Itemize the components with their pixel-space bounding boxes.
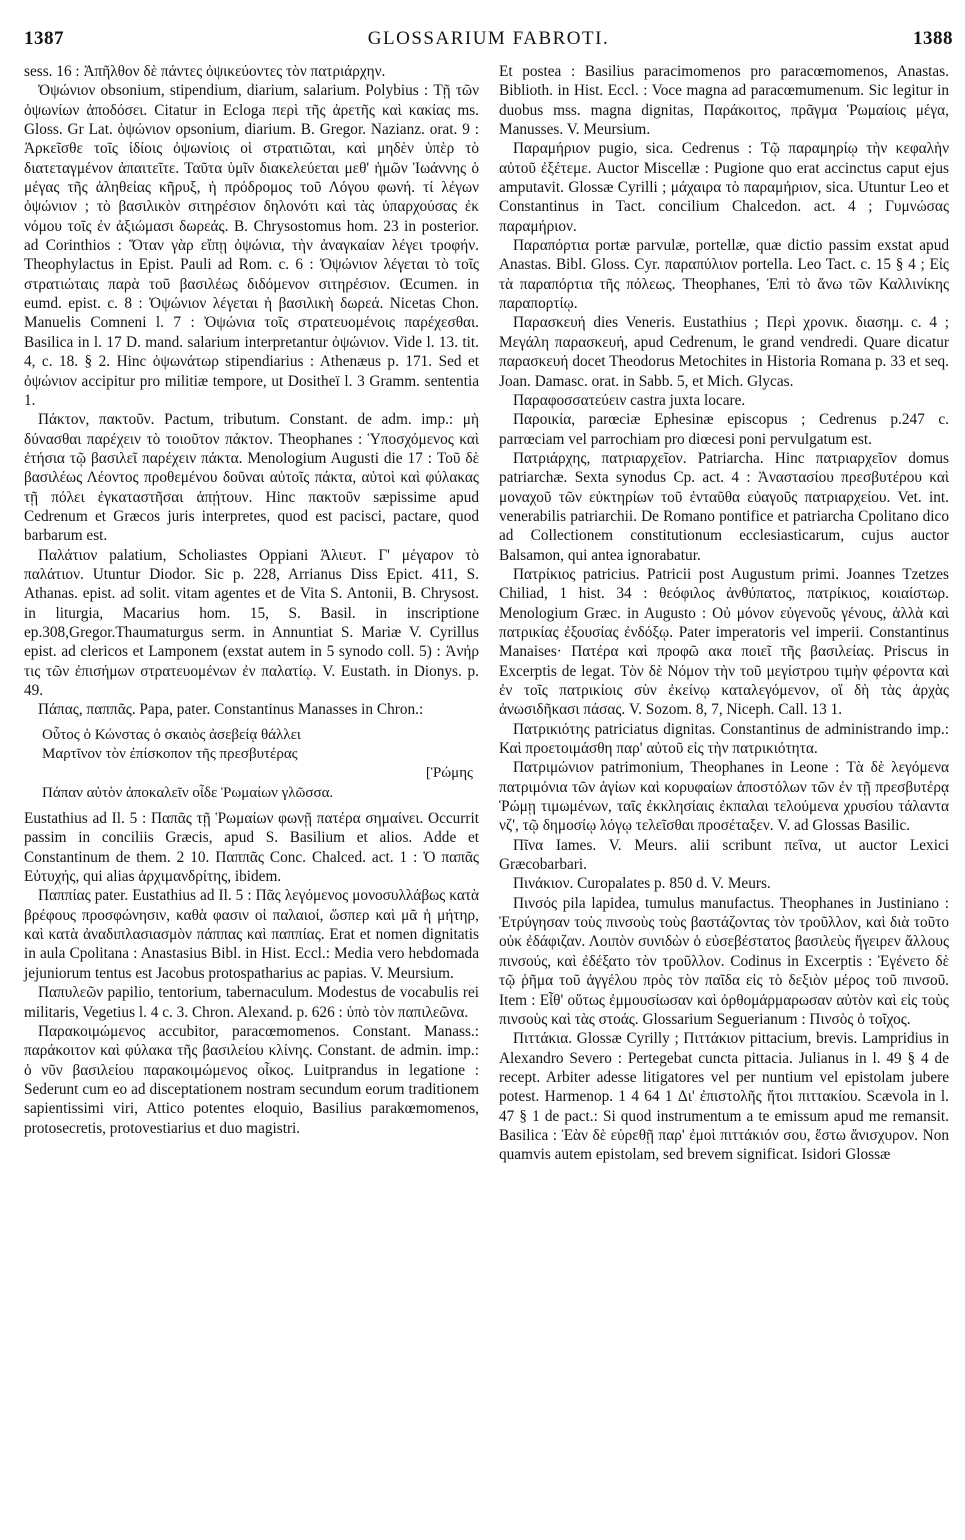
entry-paragraph: Παρασκευή dies Veneris. Eustathius ; Περὶ χρονικ. διασημ. c. 4 ; Μεγάλη παρασκευή, apud Cedrenum, le grand vendredi. Quare dicatur παρασκευή docet Theodorus Metochites in Historia Romana p. 33 et seq. Joan. Damasc. orat. in Sabb. 5, et Mich. Glycas. bbox=[499, 314, 949, 390]
entry-paragraph: Πατρίκιος patricius. Patricii post Augustum primi. Joannes Tzetzes Chiliad, 1 hist. 34 : θεόφιλος ἀνθύπατος, πατρίκιος, κοιαίστωρ. Menologium Græc. in Augusto : Οὐ μόνον εὐγενοῦς γένους, ἀλλὰ καὶ πατρικίας ἐξουσίας ἐνδόξῳ. Pater imperatoris vel imperii. Constantinus Manaises· Πατέρα καὶ προφῶ ακα ποιεῖ τῆς βασιλείας. Priscus in Excerptis de legat. Τὸν δὲ Νόμον τὴν τοῦ μεγίστρου τιμὴν φέροντα καὶ ἐν τοῖς πατρικίοις σὺν ἐκείνῳ καταλεγόμενον, οἵ δὴ τὰς ἀρχὰς ἀνωσιδῆκασι πάσας. V. Sozom. 8, 7, Niceph. Call. 13 1. bbox=[499, 565, 949, 719]
page-number-right: 1388 bbox=[913, 28, 953, 49]
verse-line-end: [Ῥώμης bbox=[425, 765, 473, 782]
entry-paragraph: Πάκτον, πακτοῦν. Pactum, tributum. Constant. de adm. imp.: μὴ δύνασθαι παρέχειν τὸ τοιοῦτον πάκτον. Theophanes : Ὑποσχόμενος καὶ ἐτήσια τῷ βασιλεῖ παρέχειν πάκτα. Menologium Augusti die 17 : Τοῦ δὲ βασιλέως Λέοντος προθεμένου δοῦναι αὐτοῖς πάκτα, αὐτοὶ καὶ φύλακας τῇ πόλει ἐγκαταστῆσαι ἀπῄτουν. Hinc πακτοῦν sæpissime apud Cedrenum et Græcos juris interpretes, quod est pacisci, pactare, quod barbarum est. bbox=[24, 411, 479, 545]
entry-paragraph: Πατριμώνιον patrimonium, Theophanes in Leone : Τὰ δὲ λεγόμενα πατριμόνια τῶν ἁγίων καὶ κορυφαίων ἀποστόλων τῶν ἐν τῇ πρεσβυτέρᾳ Ῥώμῃ τιμωμένων, ταῖς ἐκκλησίαις ἐκπαλαι τελούμενα χρυσίου τάλαντα νζ', τῷ δημοσίῳ λόγῳ τελεῖσθαι προσέταξεν. V. ad Glossas Basilic. bbox=[499, 759, 949, 835]
verse-line: Μαρτῖνον τὸν ἐπίσκοπον τῆς πρεσβυτέρας bbox=[42, 746, 298, 763]
entry-paragraph: Παραφοσσατεύειν castra juxta locare. bbox=[513, 391, 746, 409]
entry-paragraph: sess. 16 : Ἀπῆλθον δὲ πάντες ὀψικεύοντες τὸν πατριάρχην. bbox=[24, 63, 386, 80]
left-column bbox=[24, 62, 479, 1138]
entry-paragraph: Πατρικιότης patriciatus dignitas. Constantinus de administrando imp.: Καὶ προετοιμάσθη παρ' αὐτοῦ εἰς τὴν πατρικιότητα. bbox=[499, 720, 949, 758]
entry-paragraph: Eustathius ad Il. 5 : Παπᾶς τῇ Ῥωμαίων φωνῇ πατέρα σημαίνει. Occurrit passim in conciliis Græcis, apud S. Basilium et alios. Adde et Constantinum de them. 2 10. Παππᾶς Conc. Chalced. act. 1 : Ὁ παπᾶς Εὐτυχής, qui alias ἀρχιμανδρίτης, ibidem. bbox=[24, 810, 479, 886]
entry-paragraph: Παρακοιμώμενος accubitor, paracœmomenos. Constant. Manass.: παράκοιτον καὶ φύλακα τῆς βασιλείου κλίνης. Constant. de admin. imp.: ὁ νῦν βασιλείου παρακοιμώμενος οἶκος. Luitprandus in legatione : Sederunt cum eo ad disceptationem nostram secundum eorum traditionem sapientissimi viri, Attico potentes eloquio, Basilius parakœmomenos, protosecretis, protovestiarius et duo magistri. bbox=[24, 1022, 479, 1137]
entry-paragraph: Πάπας, παππᾶς. Papa, pater. Constantinus Manasses in Chron.: bbox=[38, 701, 424, 719]
page-title: GLOSSARIUM FABROTI. bbox=[367, 28, 610, 49]
entry-paragraph: Παροικία, parœciæ Ephesinæ episcopus ; Cedrenus p.247 c. parrœciam vel parrochiam pro diœcesi poni pervulgatum est. bbox=[499, 411, 949, 448]
page-header bbox=[24, 28, 953, 54]
entry-paragraph: Παλάτιον palatium, Scholiastes Oppiani Ἀλιευτ. Γ' μέγαρον τὸ παλάτιον. Utuntur Diodor. Sic p. 228, Arrianus Diss Epict. 411, S. Athanas. epist. ad solit. vitam agentes et de Vita S. Antonii, B. Chrysost. in liturgia, Macarius hom. 15, S. Basil. in inscriptione ep.308,Gregor.Thaumaturgus serm. in Annuntiat S. Mariæ V. Cyrillus epist. ad clericos et Lamponem (exstat autem in 5 synodo coll. 5) : Ἀνήρ τις τῶν ἐπισήμων στρατευομένων ἐν παλατίῳ. V. Eustath. in Dionys. p. 49. bbox=[24, 546, 479, 699]
entry-paragraph: Πῖνα Iames. V. Meurs. alii scribunt πεῖνα, ut auctor Lexici Græcobarbari. bbox=[499, 836, 949, 874]
entry-paragraph: Et postea : Basilius paracimomenos pro paracœmomenos, Anastas. Biblioth. in Hist. Eccl. : Voce magna ad paracœmumenum. Sic legitur in duobus mss. magna dignitas, Παράκοιτος, πρᾶγμα Ῥωμαίοις μέγα, Manusses. V. Meursium. bbox=[499, 63, 949, 139]
entry-paragraph: Πατριάρχης, πατριαρχεῖον. Patriarcha. Hinc πατριαρχεῖον domus patriarchæ. Sexta synodus Cp. act. 4 : Ἀναστασίου πρεσβυτέρου καὶ μοναχοῦ τῶν εὐκτηρίων τοῦ ἐνταῦθα εὐαγοῦς πατριαρχείου. Vet. int. venerabilis patriarchii. De Romano pontifice et patriarcha Cpolitano dico ad Collectionem constitutionum ecclesiasticarum, cujus auctor Balsamon, qui antea ignorabatur. bbox=[499, 449, 949, 564]
verse-quotation bbox=[42, 726, 479, 803]
verse-line: Πάπαν αὐτὸν ἀποκαλεῖν οἶδε Ῥωμαίων γλῶσσα. bbox=[42, 784, 334, 801]
entry-paragraph: Πινσός pila lapidea, tumulus manufactus. Theophanes in Justiniano : Ἐτρύγησαν τοὺς πινσοὺς τοὺς βαστάζοντας τὸν τροῦλλον, καὶ διὰ τοῦτο οὐκ ἐδάφιζαν. Λοιπὸν συνιδὼν ὁ εὐσεβέστατος βασιλεὺς ἤγειρεν ἄλλους πινσούς, καὶ ἐδέξατο τὸν τροῦλλον. Codinus in Excerptis : Ἐγένετο δὲ τῷ ῥῆμα τοῦ ἀγγέλου πρὸς τὸν παῖδα εἰς τὸ δεξιὸν μέρος τοῦ πινσοῦ. Item : Εἶθ' οὕτως ἐμμουσίωσαν καὶ ὀρθομάρμαρωσαν αὐτὸν καὶ εἰς τοὺς πινσοὺς καὶ τὰς στοάς. Glossarium Seguerianum : Πινσὸς ὁ τοῖχος. bbox=[499, 894, 949, 1028]
entry-paragraph: Ὀψώνιον obsonium, stipendium, diarium, salarium. Polybius : Τῇ τῶν ὀψωνίων ἀποδόσει. Citatur in Ecloga περὶ τῆς ἀρετῆς καὶ κακίας ms. Gloss. Gr Lat. ὀψώνιον opsonium, diarium. B. Gregor. Nazianz. orat. 9 : Ἀρκεῖσθε τοῖς ἰδίοις ὀψωνίοις οἱ στρατιῶται, καὶ μηδὲν ὑπὲρ τὸ διατεταγμένον ἀπαιτεῖτε. Ταῦτα ὑμῖν διακελεύεται μεθ' ἡμῶν Ἰωάννης ὁ μέγας τῆς ἀληθείας κῆρυξ, ἡ πρόδρομος τοῦ Λόγου φωνή. τί λέγων ὀψώνιον ; τὸ βασιλικὸν σιτηρέσιον δηλονότι καὶ τὰς ὑπαρχούσας ἐκ νόμου τοῖς ἐν ἀξιώμασι δωρεάς. B. Chrysostomus hom. 23 in posterior. ad Corinthios : Ὅταν γὰρ εἴπῃ ὀψώνια, τὴν ἀναγκαίαν λέγει τροφήν. Theophylactus in Epist. Pauli ad Rom. c. 6 : Ὀψώνιον λέγεται τὸ τοῖς στρατιώταις παρὰ τοῦ βασιλέως διδόμενον σιτηρέσιον. Œcumen. in eumd. epist. c. 8 : Ὀψώνιον λέγεται ἡ βασιλικὴ δωρεά. Nicetas Chon. Manuelis Comneni l. 7 : Ὀψώνια τοῖς στρατευομένοις παρέχεσθαι. Basilica in l. 17 D. mand. salarium interpretantur ὀψώνιον. Vide l. 13. tit. 4, c. 18. § 2. Hinc ὀψωνάτωρ stipendiarius : Athenæus p. 171. Sed et ὀψώνιον accipitur pro militiæ tempore, ut Dositheï l. 3 Gramm. sententia 1. bbox=[24, 82, 479, 409]
entry-paragraph: Παππίας pater. Eustathius ad Il. 5 : Πᾶς λεγόμενος μονοσυλλάβως κατὰ βρέφους προσφώνησιν, καθὰ φασιν οἱ παλαιοί, ὥσπερ καὶ μᾶ ἡ μήτηρ, καὶ κατὰ ἀναδιπλασιασμὸν πάππας καὶ παππίας. Erat et nomen dignitatis in aula Cpolitana : Anastasius Bibl. in Hist. Eccl.: Media vero hebdomada jejuniorum tentus est Jacobus protospatharius ac papias. V. Meursium. bbox=[24, 887, 479, 982]
entry-paragraph: Πινάκιον. Curopalates p. 850 d. V. Meurs. bbox=[513, 875, 771, 893]
entry-paragraph: Πιττάκια. Glossæ Cyrilly ; Πιττάκιον pittacium, brevis. Lampridius in Alexandro Severo : Pertegebat cuncta pittacia. Julianus in l. 49 § 4 de recept. Arbiter adesse litigatores vel per nuntium vel epistolam jubere potest. Harmenop. 1 4 64 1 Δι' ἐπιστολῆς ἤτοι πιττακίου. Scævola in l. 47 § 1 de pact.: Si quod instrumentum a te emissum apud me remansit. Basilica : Ἐὰν δὲ εὑρεθῇ παρ' ἐμοὶ πιττάκιόν σου, ἔστω ἄνισχυρον. Non quamvis autem epistolam, sed brevem significat. Isidori Glossæ bbox=[499, 1030, 949, 1164]
entry-paragraph: Παπυλεῶν papilio, tentorium, tabernaculum. Modestus de vocabulis rei militaris, Vegetius l. 4 c. 3. Chron. Alexand. p. 626 : ὑπὸ τὸν παπιλεῶνα. bbox=[24, 984, 479, 1021]
verse-line: Οὗτος ὁ Κώνστας ὁ σκαιὸς ἀσεβείᾳ θάλλει bbox=[42, 726, 301, 743]
entry-paragraph: Παραπόρτια portæ parvulæ, portellæ, quæ dictio passim exstat apud Anastas. Bibl. Gloss. Cyr. παραπύλιον portella. Leo Tact. c. 15 § 4 ; Εἰς τὰ παραπόρτια τῆς πόλεως. Theophanes, Ἐπὶ τὸ ἄνω τῶν Καλλινίκης παραπορτίῳ. bbox=[499, 237, 949, 313]
right-column bbox=[499, 62, 949, 1165]
entry-paragraph: Παραμήριον pugio, sica. Cedrenus : Τῷ παραμηρίῳ τὴν κεφαλὴν αὐτοῦ ἐξέτεμε. Auctor Miscellæ : Pugione quo erat accinctus caput ejus amputavit. Glossæ Cyrilli ; μάχαιρα τὸ παραμήριον, sica. Utuntur Leo et Constantinus in Tact. concilium Chalcedon. act. 4 ; Γυμνώσας παραμήριον. bbox=[499, 140, 949, 235]
page-number-left: 1387 bbox=[24, 28, 64, 49]
